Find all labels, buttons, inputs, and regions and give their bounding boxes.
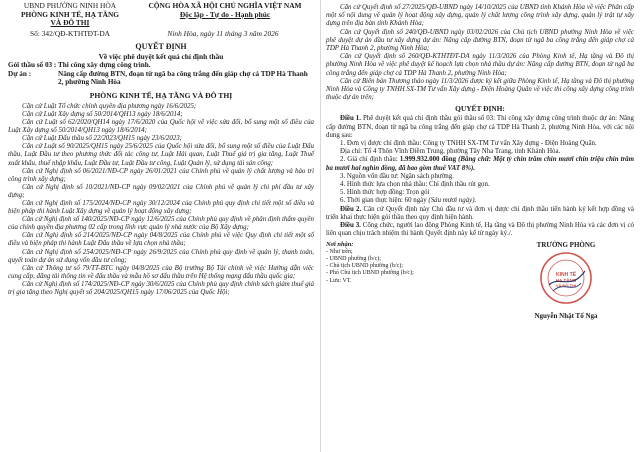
- right-basis-list: [326, 4, 634, 102]
- legal-basis-item: Căn cứ Nghị định số 254/2025/NĐ-CP ngày 26/9/2025 của Chính phủ quy định về quản lý, thanh toán, quyết toán dự án sử dụng vốn đầu tư công;: [8, 248, 314, 264]
- contract-type-item: 5. Hình thức hợp đồng: Trọn gói: [340, 189, 430, 197]
- article-2: [326, 206, 634, 222]
- recipient-item: - Như trên;: [326, 248, 353, 255]
- package-value: Thi công xây dựng công trình.: [58, 61, 151, 70]
- duration-words: (Sáu mươi ngày).: [428, 197, 477, 205]
- number-date-row: [8, 29, 314, 38]
- legal-basis-item: Căn cứ Nghị định số 06/2021/NĐ-CP ngày 26/01/2021 của Chính phủ về quản lý chất lượng và bảo trì công trình xây dựng;: [8, 167, 314, 183]
- legal-basis-item: Căn cứ Nghị định số 174/2025/NĐ-CP ngày 30/6/2025 của Chính phủ quy định chính sách giảm thuế giá trị gia tăng theo Nghị quyết số 204/2025/QH15 ngày 17/06/2025 của Quốc Hội;: [8, 280, 314, 297]
- nation-motto: Độc lập - Tự do - Hạnh phúc: [179, 9, 271, 19]
- duration-label: 6. Thời gian thực hiện: 60 ngày: [340, 197, 429, 205]
- legal-basis-list: [8, 103, 314, 297]
- price-in-words: (Bằng chữ: Một tỷ chín trăm chín mươi chín triệu chín trăm ba mươi hai nghìn đồng, đã bao gồm thuế VAT 8%).: [326, 156, 634, 172]
- agency-name-cont: VÀ ĐÔ THỊ: [50, 18, 90, 28]
- svg-text:KINH TẾ: KINH TẾ: [556, 272, 576, 279]
- funding-source-item: 3. Nguồn vốn đầu tư: Ngân sách phường.: [340, 172, 454, 180]
- legal-basis-item: Căn cứ Quyết định số 240/QĐ-UBND ngày 03/02/2026 của Chủ tịch UBND phường Ninh Hòa về việc phê duyệt dự án đầu tư xây dựng dự án: Nâng cấp đường BTN, đoạn từ ngã ba công trắng đến giáp chợ cá TDP Hà Thanh 2, phường Ninh Hòa;: [326, 28, 634, 53]
- page-divider: [320, 0, 321, 452]
- article-1-text: Phê duyệt kết quả chỉ định thầu gói thầu số 03: Thi công xây dựng công trình thuộc dự án: Nâng cấp đường BTN, đoạn từ ngã ba công trắng đến giáp chợ cá TDP Hà Thanh 2, phường Ninh Hòa, với các nội dung sau:: [326, 115, 634, 139]
- document-header: [8, 2, 314, 28]
- project-value: Nâng cấp đường BTN, đoạn từ ngã ba công trắng đến giáp chợ cá TDP Hà Thanh 2, phường Ninh Hòa: [58, 69, 308, 87]
- legal-basis-item: Căn cứ Biên bản Thương thảo ngày 11/3/2026 được ký kết giữa Phòng Kinh tế, Hạ tầng và Đô thị phường Ninh Hòa và Công ty TNHH SX-TM Tư vấn Xây dựng - Điện Hoàng Quân về việc thi công xây dựng công trình thuộc dự án trên;: [326, 77, 634, 102]
- package-info: [8, 61, 314, 87]
- article-3-label: Điều 3.: [340, 222, 361, 230]
- duration-item: [326, 197, 634, 205]
- svg-text:VÀ ĐÔ THỊ: VÀ ĐÔ THỊ: [555, 283, 577, 289]
- nation-title: CỘNG HÒA XÃ HỘI CHỦ NGHĨA VIỆT NAM: [148, 1, 302, 10]
- price-label: 2. Giá chỉ định thầu:: [340, 156, 400, 164]
- price-amount: 1.999.932.000 đồng: [399, 156, 457, 164]
- selection-method-item: 4. Hình thức lựa chọn nhà thầu: Chỉ định thầu rút gọn.: [340, 181, 490, 189]
- signer-name: Nguyễn Nhật Tố Nga: [534, 312, 598, 321]
- issuing-authority: PHÒNG KINH TẾ, HẠ TẦNG VÀ ĐÔ THỊ: [89, 90, 233, 100]
- article-1: [326, 115, 634, 140]
- recipient-item: - Phó Chủ tịch UBND phường (b/c);: [326, 270, 414, 277]
- package-label: Gói thầu số 03 :: [8, 61, 57, 70]
- project-label: Dự án :: [8, 69, 32, 78]
- legal-basis-item: Căn cứ Quyết định số 260/QĐ-KTHTĐT-DA ngày 11/3/2026 của Phòng Kinh tế, Hạ tầng và Đô thị phường Ninh Hòa về việc phê duyệt kế hoạch lựa chọn nhà thầu dự án: Nâng cấp đường BTN, đoạn từ ngã ba công trắng đến giáp chợ cá TDP Hà Thanh 2, phường Ninh Hòa;: [326, 53, 634, 77]
- legal-basis-item: Căn cứ Luật số 90/2025/QH15 ngày 25/6/2025 của Quốc hội sửa đổi, bổ sung một số điều của Luật Đấu thầu, Luật Đầu tư theo phương thức đối tác công tư, Luật Hải quan, Luật Thuế giá trị gia tăng, Luật Thuế xuất khẩu, thuế nhập khẩu, Luật Đầu tư, Luật Đầu tư công, Luật Quản lý, sử dụng tài sản công;: [8, 143, 314, 167]
- document-title: QUYẾT ĐỊNH: [135, 42, 187, 52]
- recipients-title: Nơi nhận:: [326, 241, 354, 249]
- article-3: [326, 222, 634, 238]
- recipient-item: - UBND phường (b/c);: [326, 255, 381, 262]
- legal-basis-item: Căn cứ Luật Xây dựng số 50/2014/QH13 ngày 18/6/2014;: [22, 110, 183, 118]
- decision-heading: QUYẾT ĐỊNH:: [455, 104, 505, 114]
- article-1-label: Điều 1.: [340, 115, 361, 123]
- legal-basis-item: Căn cứ Luật Tổ chức chính quyền địa phương ngày 16/6/2025;: [22, 102, 197, 110]
- signer-position: TRƯỞNG PHÒNG: [536, 241, 596, 250]
- contractor-item: 1. Đơn vị được chỉ định thầu: Công ty TNHH SX-TM Tư vấn Xây dựng - Điện Hoàng Quân.: [340, 140, 597, 148]
- legal-basis-item: Căn cứ Nghị định số 175/2024/NĐ-CP ngày 30/12/2024 của Chính phủ quy định chi tiết một số điều và biện pháp thi hành Luật Xây dựng về quản lý hoạt động xây dựng;: [8, 200, 314, 216]
- contract-price-item: [326, 156, 634, 172]
- right-column: [322, 0, 640, 452]
- recipient-item: - Lưu: VT.: [326, 277, 352, 284]
- legal-basis-item: Căn cứ Luật Đấu thầu số 22/2023/QH15 ngày 23/6/2023;: [22, 135, 182, 143]
- svg-text:HẠ TẦNG: HẠ TẦNG: [555, 278, 577, 284]
- legal-basis-item: Căn cứ Nghị định số 214/2025/NĐ-CP ngày 04/8/2025 của Chính phủ về việc Quy định chi tiết một số điều và biện pháp thi hành Luật Đấu thầu về lựa chọn nhà thầu;: [8, 232, 314, 248]
- decision-articles: [326, 115, 634, 238]
- signer: [498, 241, 634, 320]
- recipients: [326, 241, 486, 284]
- agency-parent: UBND PHƯỜNG NINH HÒA: [23, 1, 117, 10]
- article-2-label: Điều 2.: [340, 205, 362, 213]
- legal-basis-item: Căn cứ Nghị định số 140/2025/NĐ-CP ngày 12/6/2025 của Chính phủ quy định về phân định thẩm quyền của chính quyền địa phương 02 cấp trong lĩnh vực quản lý nhà nước của Bộ Xây dựng;: [8, 216, 314, 232]
- document-number: Số: 342/QĐ-KTHTĐT-DA: [30, 29, 110, 39]
- article-2-text: Căn cứ Quyết định này Chủ đầu tư và đơn vị được chỉ định thầu tiến hành ký kết hợp đồng và triển khai thực hiện gói thầu theo quy định hiện hành.: [326, 205, 634, 221]
- article-3-text: Công chức, người lao động Phòng Kinh tế, Hạ tầng và Đô thị phường Ninh Hòa và các đơn vị có liên quan chịu trách nhiệm thi hành Quyết định này kể từ ngày ký./.: [326, 222, 634, 238]
- official-stamp: [539, 251, 593, 305]
- document-subtitle: Về việc phê duyệt kết quả chỉ định thầu: [98, 52, 224, 62]
- issuing-agency: [8, 2, 132, 28]
- legal-basis-item: Căn cứ Nghị định số 10/2021/NĐ-CP ngày 09/02/2021 của Chính phủ về quản lý chi phí đầu tư xây dựng;: [8, 183, 314, 199]
- legal-basis-item: Căn cứ Quyết định số 27/2025/QĐ-UBND ngày 14/10/2025 của UBND tỉnh Khánh Hòa về việc Phân cấp một số nội dung về quản lý hoạt động xây dựng, quản lý chất lượng công trình xây dựng, quản lý trật tự xây dựng trên địa bàn tỉnh Khánh Hòa;: [326, 4, 634, 28]
- signature-block: [326, 241, 634, 331]
- left-column: [0, 0, 318, 452]
- agency-name: PHÒNG KINH TẾ, HẠ TẦNG: [20, 9, 120, 19]
- legal-basis-item: Căn cứ Thông tư số 79/TT-BTC ngày 04/8/2025 của Bộ trưởng Bộ Tài chính về việc Hướng dẫn việc cung cấp, đăng tải thông tin về đấu thầu và mẫu hồ sơ đấu thầu trên Hệ thống mạng đấu thầu quốc gia;: [8, 264, 314, 280]
- place-date: Ninh Hòa, ngày 11 tháng 3 năm 2026: [167, 29, 279, 39]
- contractor-address: Địa chỉ: Tổ 4 Thôn Vĩnh Điềm Trung, phường Tây Nha Trang, tỉnh Khánh Hòa.: [340, 148, 561, 156]
- recipient-item: - Chủ tịch UBND phường (b/c);: [326, 263, 403, 270]
- legal-basis-item: Căn cứ Luật số 62/2020/QH14 ngày 17/6/2020 của Quốc hội về việc sửa đổi, bổ sung một số điều của Luật Xây dựng số 50/2014/QH13 ngày 18/6/2014;: [8, 119, 314, 135]
- national-header: [132, 2, 314, 28]
